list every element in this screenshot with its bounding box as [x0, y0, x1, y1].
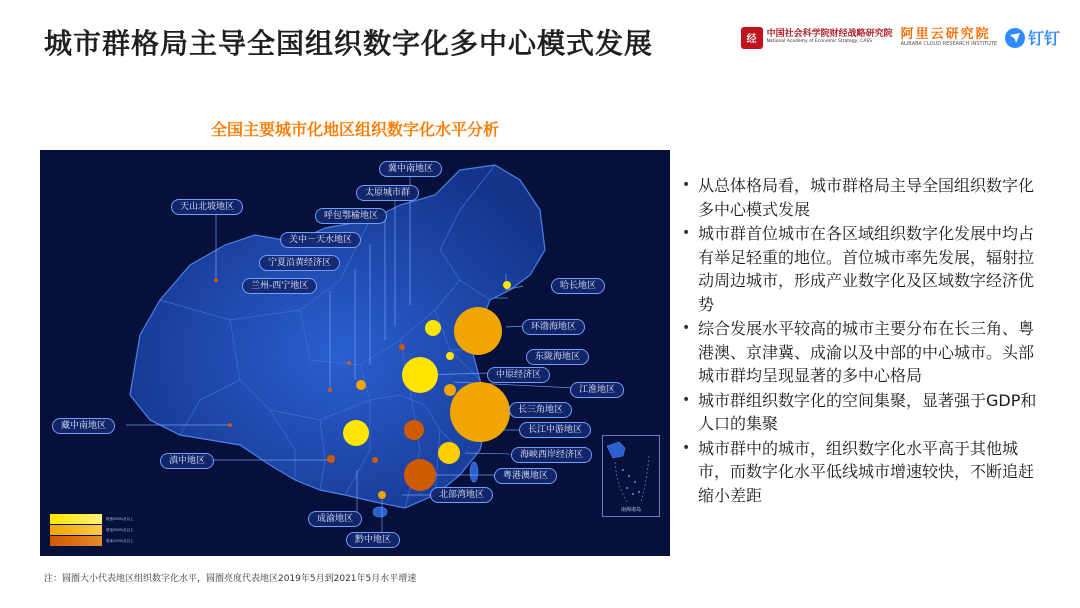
legend-swatch: [50, 514, 102, 524]
bubble-guanzhong: [356, 380, 366, 390]
region-label-chengyu: 成渝地区: [308, 511, 362, 527]
region-label-changsanjiao: 长三角地区: [509, 402, 572, 418]
bubble-jianghuai: [444, 384, 456, 396]
legend-row: [50, 536, 140, 546]
region-label-jianghuai: 江淮地区: [570, 382, 624, 398]
list-item: [682, 389, 1042, 436]
bullet-dot-icon: •: [682, 177, 691, 193]
bullet-dot-icon: •: [682, 439, 691, 456]
alibaba-name-cn: 阿里云研究院: [900, 27, 991, 43]
bubble-tianshan: [214, 278, 218, 282]
dingtalk-name: 钉钉: [1027, 29, 1060, 48]
logo-bar: [741, 26, 1060, 49]
list-item: [682, 174, 1042, 221]
region-label-donglong: 东陇海地区: [526, 349, 589, 365]
legend-row: [50, 514, 140, 524]
page-title: 城市群格局主导全国组织数字化多中心模式发展: [44, 27, 654, 60]
list-item-text: 城市群组织数字化的空间集聚，显著强于GDP和人口的集聚: [698, 390, 1037, 433]
bubble-changjiang: [404, 420, 424, 440]
bubble-beibu: [378, 491, 386, 499]
legend-swatch: [50, 536, 102, 546]
region-label-cangzang: 藏中南地区: [52, 418, 115, 434]
cass-name-cn: 中国社会科学院财经战略研究院: [766, 29, 893, 40]
bubble-chengyu: [343, 420, 369, 446]
list-item: [682, 437, 1042, 508]
region-label-taiyuan: 太原城市群: [356, 185, 419, 201]
bubble-hachang: [503, 281, 511, 289]
region-label-zhongyuan: 中原经济区: [487, 367, 550, 383]
cass-seal-icon: 经: [741, 27, 763, 49]
region-label-yuegangao: 粤港澳地区: [494, 468, 557, 484]
list-item-text: 综合发展水平较高的城市主要分布在长三角、粤港澳、京津冀、成渝以及中部的中心城市。头部城市群均呈现显著的多中心格局: [698, 319, 1035, 385]
dingtalk-logo: [1005, 26, 1060, 49]
region-label-dianzhong: 滇中地区: [160, 453, 214, 469]
cass-logo: [741, 27, 893, 49]
list-item-text: 从总体格局看，城市群格局主导全国组织数字化多中心模式发展: [698, 176, 1035, 219]
bubble-ningxia: [347, 361, 351, 365]
legend-text: 增速300%及以上: [106, 527, 134, 532]
bubble-huanbohai: [454, 307, 502, 355]
china-map: [40, 150, 670, 556]
list-item-text: 城市群中的城市，组织数字化水平高于其他城市，而数字化水平低线城市增速较快，不断追赶缩小差距: [698, 438, 1035, 505]
legend-text: 增速500%及以上: [106, 516, 134, 521]
region-label-jizhongnan: 冀中南地区: [379, 161, 442, 177]
inset-label: 南海诸岛: [620, 507, 641, 513]
bubble-jizhongnan: [425, 320, 441, 336]
region-label-huanbohai: 环渤海地区: [522, 319, 585, 335]
region-label-changjiang: 长江中游地区: [519, 422, 591, 438]
list-item: [682, 317, 1042, 388]
cass-name-en: National Academy of Economic Strategy, CASS: [766, 38, 873, 44]
map-title: 全国主要城市化地区组织数字化水平分析: [210, 120, 499, 139]
bubble-dianzhong: [327, 455, 335, 463]
bubble-haixia: [438, 442, 460, 464]
region-label-haixia: 海峡西岸经济区: [511, 447, 592, 463]
region-label-guanzhong: 关中－天水地区: [280, 232, 361, 248]
bubble-taiyuan: [399, 344, 405, 350]
bubble-lanzhou: [328, 388, 332, 392]
bubble-yuegangao: [404, 459, 436, 491]
footnote: 注：圆圈大小代表地区组织数字化水平，圆圈亮度代表地区2019年5月到2021年5月水平增速: [44, 574, 417, 584]
south-china-sea-inset: [602, 435, 660, 517]
bubble-cangzang: [228, 423, 232, 427]
region-label-tianshan: 天山北坡地区: [171, 199, 243, 215]
list-item-text: 城市群首位城市在各区域组织数字化发展中均占有举足轻重的地位。首位城市率先发展，辐射拉动周边城市，形成产业数字化及区域数字经济优势: [698, 224, 1035, 314]
bullet-dot-icon: •: [682, 225, 691, 241]
legend-swatch: [50, 525, 102, 535]
legend-text: 增速100%及以上: [106, 538, 134, 543]
bubble-changsanjiao: [450, 382, 510, 442]
hainan-shape: [373, 507, 387, 517]
bubble-qianzhong: [372, 457, 378, 463]
region-label-huhe: 呼包鄂榆地区: [315, 208, 387, 224]
region-label-ningxia: 宁夏沿黄经济区: [259, 255, 340, 271]
bubble-zhongyuan: [402, 357, 438, 393]
legend-row: [50, 525, 140, 535]
key-findings-list: [682, 174, 1042, 508]
alibaba-name-en: ALIBABA CLOUD RESEARCH INSTITUTE: [900, 40, 997, 47]
region-label-lanzhou: 兰州-西宁地区: [242, 278, 317, 294]
dingtalk-icon: [1005, 28, 1025, 48]
region-label-hachang: 哈长地区: [551, 278, 605, 294]
bullet-dot-icon: •: [682, 391, 691, 408]
list-item: [682, 222, 1042, 316]
taiwan-shape: [470, 462, 478, 482]
bullet-dot-icon: •: [682, 320, 691, 336]
alibaba-research-logo: [901, 28, 997, 47]
bubble-donglong: [446, 352, 454, 360]
region-label-qianzhong: 黔中地区: [346, 532, 400, 548]
region-label-beibu: 北部湾地区: [430, 487, 493, 503]
map-legend: [50, 514, 140, 547]
